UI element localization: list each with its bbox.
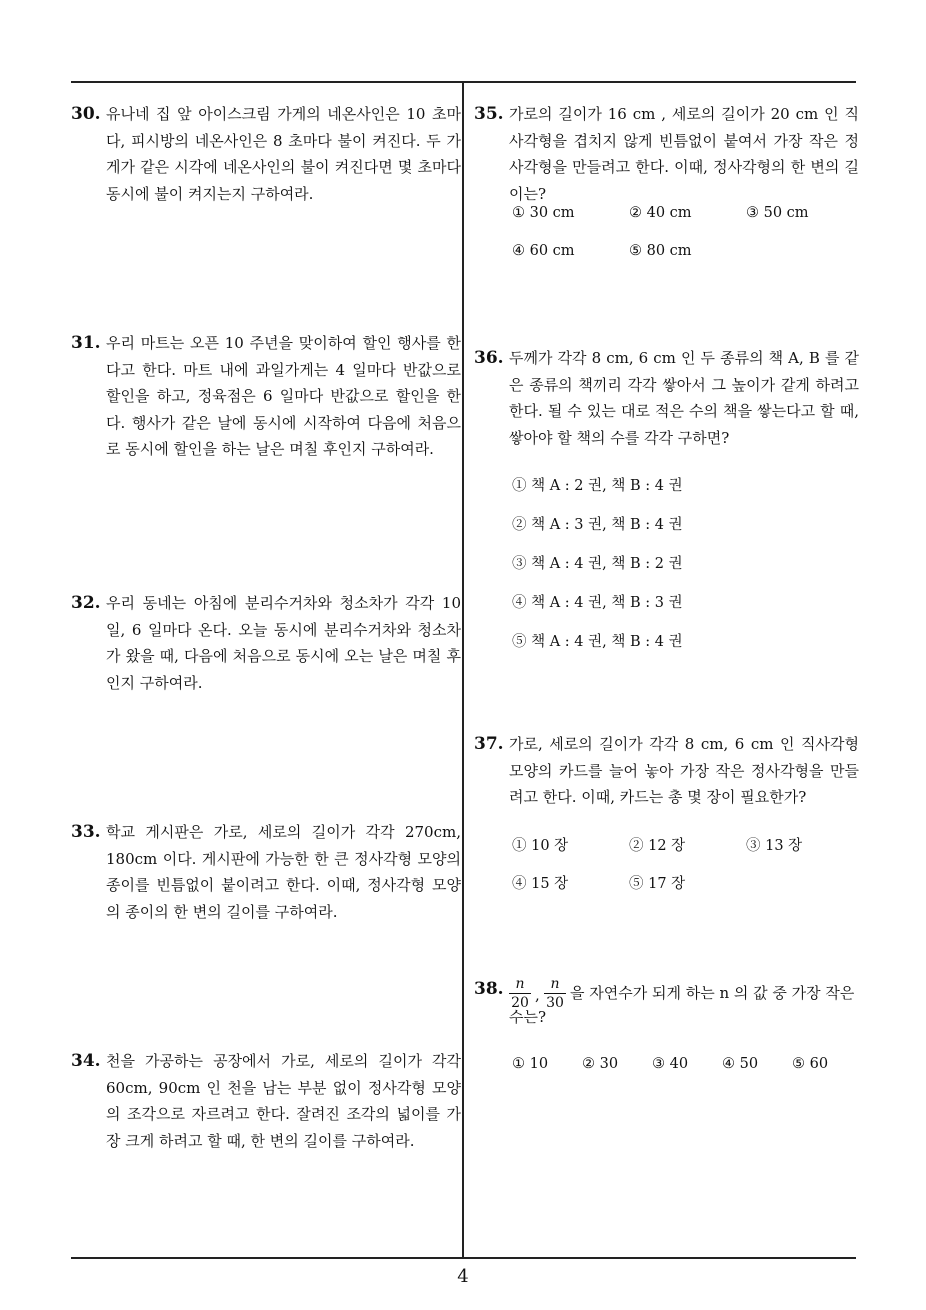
question-number: 33. <box>71 822 101 842</box>
column-divider <box>462 82 464 1258</box>
question-number: 34. <box>71 1051 101 1071</box>
option-1[interactable]: ① 10 장 <box>512 838 569 854</box>
option-3[interactable]: ③ 책 A : 4 권, 책 B : 2 권 <box>512 556 683 572</box>
option-3[interactable]: ③ 40 <box>652 1056 689 1072</box>
fraction-numerator: n <box>550 976 560 992</box>
option-2[interactable]: ② 30 <box>582 1056 619 1072</box>
page-number: 4 <box>457 1266 469 1287</box>
option-3[interactable]: ③ 50 cm <box>746 205 809 221</box>
option-2[interactable]: ② 12 장 <box>629 838 686 854</box>
question-number: 35. <box>474 104 504 124</box>
option-2[interactable]: ② 40 cm <box>629 205 692 221</box>
bottom-rule <box>71 1257 856 1259</box>
question-text: 가로, 세로의 길이가 각각 8 cm, 6 cm 인 직사각형 모양의 카드를 늘어 놓아 가장 작은 정사각형을 만들려고 한다. 이때, 카드는 총 몇 장이 필요한가? <box>509 735 859 806</box>
option-4[interactable]: ④ 책 A : 4 권, 책 B : 3 권 <box>512 595 683 611</box>
question-text: 학교 게시판은 가로, 세로의 길이가 각각 270cm, 180cm 이다. 게시판에 가능한 한 큰 정사각형 모양의 종이를 빈틈없이 붙이려고 한다. 이때, 정사각형 모양의 종이의 한 변의 길이를 구하여라. <box>106 823 461 921</box>
question-text: 우리 마트는 오픈 10 주년을 맞이하여 할인 행사를 한다고 한다. 마트 내에 과일가게는 4 일마다 반값으로 할인을 하고, 정육점은 6 일마다 반값으로 할인을 한다. 행사가 같은 날에 동시에 시작하여 다음에 처음으로 동시에 할인을 하는 날은 며칠 후인지 구하여라. <box>106 334 461 458</box>
option-5[interactable]: ⑤ 17 장 <box>629 876 686 892</box>
question-text: 을 자연수가 되게 하는 n 의 값 중 가장 작은 <box>570 984 855 1002</box>
option-3[interactable]: ③ 13 장 <box>746 838 803 854</box>
fraction-denominator: 20 <box>511 995 529 1011</box>
question-text: 천을 가공하는 공장에서 가로, 세로의 길이가 각각 60cm, 90cm 인 천을 남는 부분 없이 정사각형 모양의 조각으로 자르려고 한다. 잘려진 조각의 넓이를 가장 크게 하려고 할 때, 한 변의 길이를 구하여라. <box>106 1052 461 1150</box>
option-5[interactable]: ⑤ 60 <box>792 1056 829 1072</box>
fraction-separator: , <box>535 986 540 1004</box>
option-4[interactable]: ④ 50 <box>722 1056 759 1072</box>
option-2[interactable]: ② 책 A : 3 권, 책 B : 4 권 <box>512 517 683 533</box>
question-text: 유나네 집 앞 아이스크림 가게의 네온사인은 10 초마다, 피시방의 네온사인은 8 초마다 불이 켜진다. 두 가게가 같은 시각에 네온사인의 불이 켜진다면 몇 초마다 동시에 불이 켜지는지 구하여라. <box>106 105 461 203</box>
option-4[interactable]: ④ 15 장 <box>512 876 569 892</box>
option-1[interactable]: ① 책 A : 2 권, 책 B : 4 권 <box>512 478 683 494</box>
question-number: 30. <box>71 104 101 124</box>
option-5[interactable]: ⑤ 책 A : 4 권, 책 B : 4 권 <box>512 634 683 650</box>
question-text: 두께가 각각 8 cm, 6 cm 인 두 종류의 책 A, B 를 같은 종류의 책끼리 각각 쌓아서 그 높이가 같게 하려고 한다. 될 수 있는 대로 적은 수의 책을 쌓는다고 할 때, 쌓아야 할 책의 수를 각각 구하면? <box>509 349 859 447</box>
question-38 <box>474 976 858 1036</box>
question-number: 31. <box>71 333 101 353</box>
fraction-denominator: 30 <box>546 995 564 1011</box>
option-4[interactable]: ④ 60 cm <box>512 243 575 259</box>
top-rule <box>71 81 856 83</box>
question-text: 가로의 길이가 16 cm , 세로의 길이가 20 cm 인 직사각형을 겹치지 않게 빈틈없이 붙여서 가장 작은 정사각형을 만들려고 한다. 이때, 정사각형의 한 변의 길이는? <box>509 105 859 203</box>
option-1[interactable]: ① 30 cm <box>512 205 575 221</box>
question-number: 32. <box>71 593 101 613</box>
fraction-bar <box>544 993 566 994</box>
fraction-bar <box>509 993 531 994</box>
question-number: 37. <box>474 734 504 754</box>
question-number: 36. <box>474 348 504 368</box>
question-text: 우리 동네는 아침에 분리수거차와 청소차가 각각 10 일, 6 일마다 온다. 오늘 동시에 분리수거차와 청소차가 왔을 때, 다음에 처음으로 동시에 오는 날은 며칠 후인지 구하여라. <box>106 594 461 692</box>
option-5[interactable]: ⑤ 80 cm <box>629 243 692 259</box>
fraction-n-over-30 <box>544 976 566 1011</box>
option-1[interactable]: ① 10 <box>512 1056 549 1072</box>
question-number: 38. <box>474 979 504 999</box>
question-text-line2: 수는? <box>509 1008 547 1026</box>
fraction-numerator: n <box>515 976 525 992</box>
